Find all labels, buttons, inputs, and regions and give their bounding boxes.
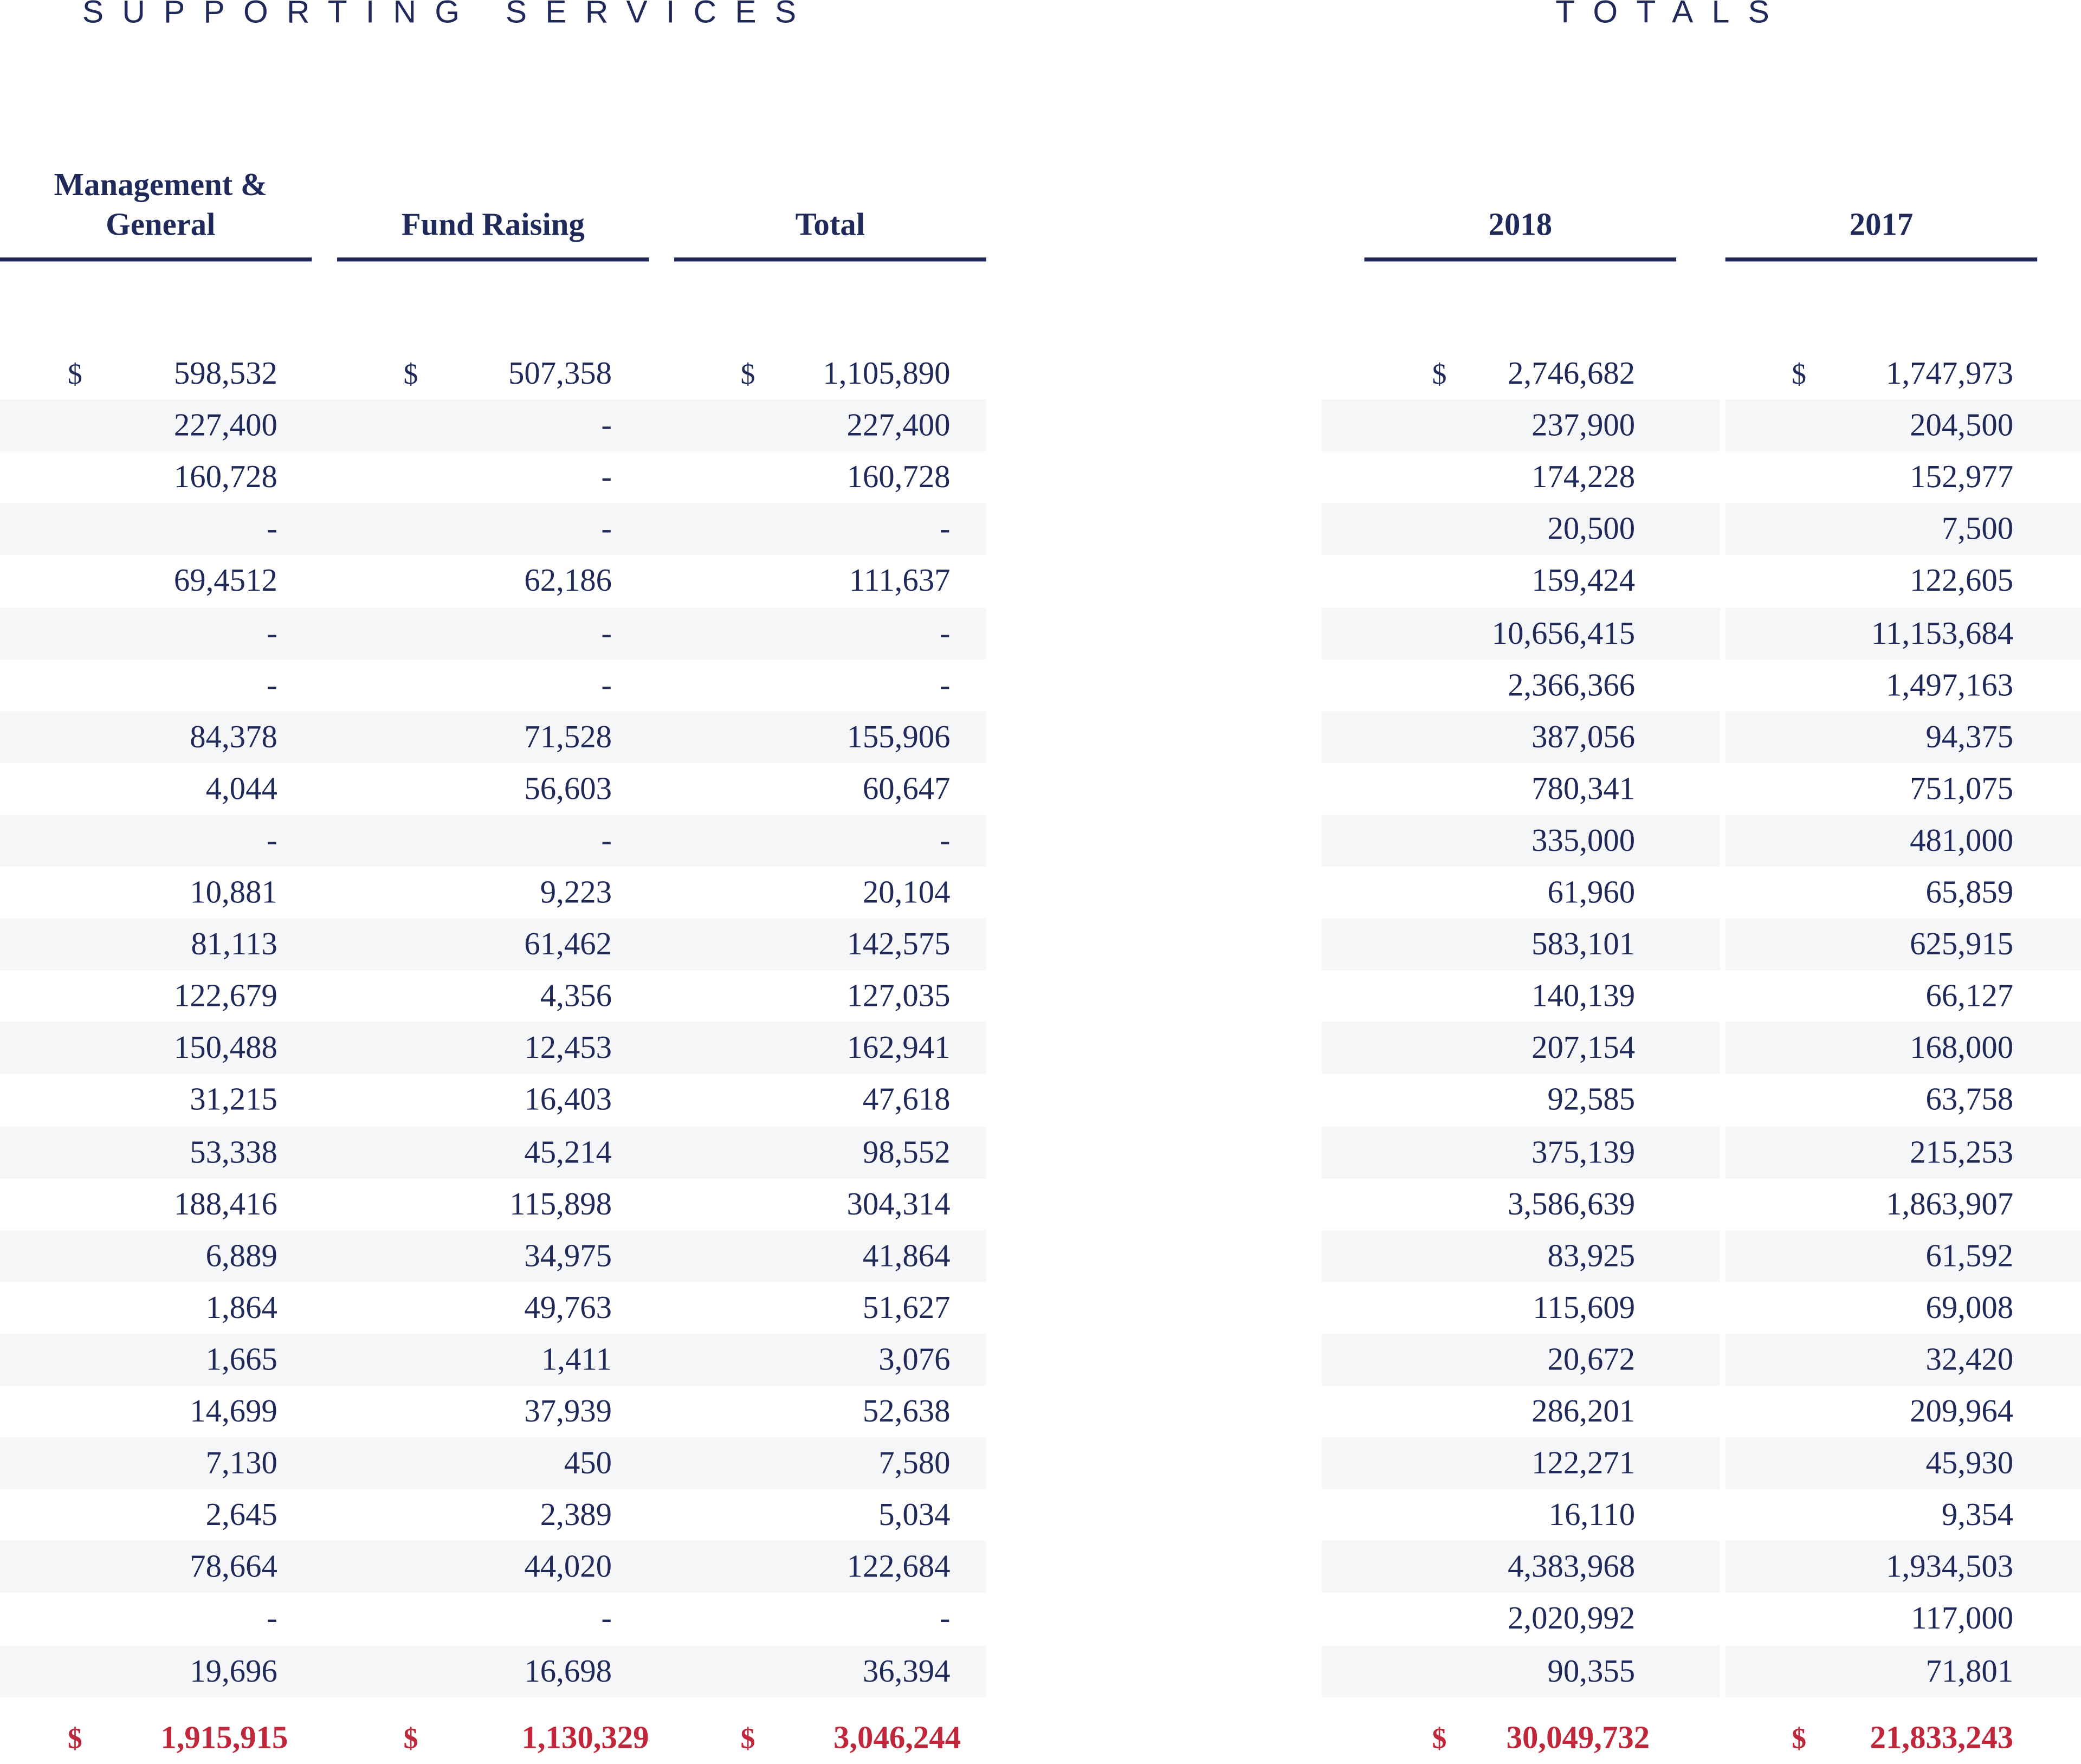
cell-fund-raising: 37,939	[524, 1394, 612, 1430]
row-stripe	[0, 1230, 986, 1282]
cell-fund-raising: 62,186	[524, 564, 612, 599]
cell-total-2018: 4,383,968	[1508, 1550, 1636, 1585]
cell-total-2017: 61,592	[1925, 1239, 2014, 1274]
cell-total-2018: 122,271	[1531, 1446, 1636, 1482]
cell-total-2018: 207,154	[1531, 1031, 1636, 1067]
cell-fund-raising: -	[601, 824, 612, 859]
cell-total-2018: 140,139	[1531, 979, 1636, 1015]
cell-supporting-total: 20,104	[862, 876, 951, 911]
cell-total-2017: 209,964	[1910, 1394, 2014, 1430]
cell-total-2018: 335,000	[1531, 824, 1636, 859]
cell-total-2017: 1,747,973	[1886, 357, 2014, 392]
cell-total-2017: 94,375	[1925, 720, 2014, 755]
cell-fund-raising: 16,403	[524, 1083, 612, 1119]
row-stripe	[1725, 399, 2081, 451]
cell-fund-raising: -	[601, 461, 612, 495]
cell-total-2017: 1,497,163	[1886, 668, 2014, 703]
cell-total-2017: 625,915	[1910, 928, 2014, 962]
cell-management-general: 78,664	[190, 1550, 277, 1585]
cell-total-2017: 32,420	[1925, 1343, 2014, 1378]
cell-fund-raising: 12,453	[524, 1031, 612, 1067]
column-header-rule	[674, 257, 986, 261]
cell-fund-raising: 34,975	[524, 1239, 612, 1274]
currency-symbol: $	[1432, 1721, 1447, 1755]
cell-total-2017: 168,000	[1910, 1031, 2014, 1067]
row-stripe	[1725, 1645, 2081, 1697]
grand-total-total-2017: 21,833,243	[1870, 1721, 2014, 1756]
cell-total-2018: 92,585	[1547, 1083, 1636, 1119]
cell-fund-raising: 71,528	[524, 720, 612, 755]
row-stripe	[1725, 1334, 2081, 1386]
cell-management-general: -	[267, 513, 277, 547]
cell-fund-raising: 2,389	[540, 1498, 612, 1534]
cell-supporting-total: 60,647	[862, 772, 951, 807]
cell-fund-raising: 45,214	[524, 1135, 612, 1170]
cell-fund-raising: -	[601, 513, 612, 547]
row-stripe	[1725, 1437, 2081, 1489]
column-header-management-general: Management & General	[54, 169, 268, 243]
currency-symbol: $	[67, 1721, 82, 1755]
cell-management-general: -	[267, 616, 277, 651]
row-stripe	[0, 503, 986, 555]
row-stripe	[0, 1126, 986, 1178]
cell-management-general: 598,532	[173, 357, 277, 392]
cell-supporting-total: 52,638	[862, 1394, 951, 1430]
column-header-total-2017: 2017	[1849, 208, 1914, 243]
currency-symbol: $	[1792, 1721, 1807, 1755]
cell-management-general: 1,864	[205, 1291, 277, 1326]
row-stripe	[0, 1437, 986, 1489]
row-stripe	[1725, 1230, 2081, 1282]
column-header-rule	[1725, 257, 2038, 261]
cell-fund-raising: 115,898	[509, 1187, 612, 1222]
cell-fund-raising: 1,411	[541, 1343, 612, 1378]
cell-supporting-total: 111,637	[849, 564, 951, 599]
cell-total-2018: 375,139	[1531, 1135, 1636, 1170]
cell-supporting-total: -	[939, 1602, 951, 1637]
cell-fund-raising: 4,356	[540, 979, 612, 1015]
cell-supporting-total: -	[939, 824, 951, 859]
row-stripe	[1725, 1126, 2081, 1178]
cell-management-general: 188,416	[173, 1187, 277, 1222]
row-stripe	[1322, 919, 1720, 971]
cell-management-general: 1,665	[205, 1343, 277, 1378]
cell-total-2018: 83,925	[1547, 1239, 1636, 1274]
cell-total-2018: 387,056	[1531, 720, 1636, 755]
cell-supporting-total: 227,400	[846, 409, 951, 444]
cell-fund-raising: -	[601, 668, 612, 703]
row-stripe	[0, 1645, 986, 1697]
cell-supporting-total: 142,575	[846, 928, 951, 962]
cell-management-general: 160,728	[173, 461, 277, 495]
totals-heading: TOTALS	[1555, 0, 1788, 31]
row-stripe	[0, 919, 986, 971]
currency-symbol: $	[1792, 357, 1807, 391]
cell-total-2018: 174,228	[1531, 461, 1636, 495]
cell-total-2018: 2,020,992	[1508, 1602, 1636, 1637]
cell-total-2017: 63,758	[1925, 1083, 2014, 1119]
currency-symbol: $	[740, 357, 755, 391]
cell-total-2017: 66,127	[1925, 979, 2014, 1015]
cell-management-general: 69,4512	[173, 564, 277, 599]
cell-supporting-total: 51,627	[862, 1291, 951, 1326]
row-stripe	[1322, 1126, 1720, 1178]
row-stripe	[1322, 1230, 1720, 1282]
cell-supporting-total: 162,941	[846, 1031, 951, 1067]
cell-management-general: 6,889	[205, 1239, 277, 1274]
cell-total-2017: 7,500	[1941, 513, 2014, 547]
cell-management-general: -	[267, 824, 277, 859]
cell-management-general: 150,488	[173, 1031, 277, 1067]
cell-total-2018: 3,586,639	[1508, 1187, 1636, 1222]
cell-management-general: 81,113	[191, 928, 277, 962]
column-header-fund-raising: Fund Raising	[401, 208, 585, 243]
column-header-rule	[1365, 257, 1677, 261]
grand-total-total-2018: 30,049,732	[1506, 1721, 1650, 1756]
cell-fund-raising: -	[601, 1602, 612, 1637]
row-stripe	[1322, 503, 1720, 555]
currency-symbol: $	[740, 1721, 755, 1755]
cell-total-2018: 10,656,415	[1491, 616, 1636, 651]
cell-fund-raising: 49,763	[524, 1291, 612, 1326]
row-stripe	[1725, 919, 2081, 971]
cell-fund-raising: -	[601, 616, 612, 651]
row-stripe	[1725, 1022, 2081, 1074]
cell-management-general: 4,044	[205, 772, 277, 807]
row-stripe	[1322, 1645, 1720, 1697]
cell-total-2017: 69,008	[1925, 1291, 2014, 1326]
currency-symbol: $	[67, 357, 82, 391]
row-stripe	[0, 607, 986, 659]
cell-supporting-total: 7,580	[878, 1446, 951, 1482]
row-stripe	[0, 1334, 986, 1386]
cell-supporting-total: 122,684	[846, 1550, 951, 1585]
cell-fund-raising: 507,358	[508, 357, 612, 392]
cell-fund-raising: 61,462	[524, 928, 612, 962]
cell-supporting-total: -	[939, 513, 951, 547]
row-stripe	[1322, 711, 1720, 763]
cell-supporting-total: 36,394	[862, 1654, 951, 1689]
cell-total-2018: 16,110	[1548, 1498, 1636, 1534]
row-stripe	[0, 711, 986, 763]
cell-supporting-total: 3,076	[878, 1343, 951, 1378]
cell-total-2017: 215,253	[1910, 1135, 2014, 1170]
cell-total-2018: 115,609	[1533, 1291, 1636, 1326]
column-header-supporting-total: Total	[795, 208, 865, 243]
cell-total-2018: 61,960	[1547, 876, 1636, 911]
cell-fund-raising: 44,020	[524, 1550, 612, 1585]
row-stripe	[1725, 711, 2081, 763]
cell-total-2017: 751,075	[1910, 772, 2014, 807]
grand-total-supporting-total: 3,046,244	[833, 1721, 961, 1756]
supporting-services-heading: SUPPORTING SERVICES	[82, 0, 815, 31]
cell-management-general: -	[267, 1602, 277, 1637]
cell-fund-raising: 9,223	[540, 876, 612, 911]
row-stripe	[0, 815, 986, 867]
cell-supporting-total: 155,906	[846, 720, 951, 755]
cell-fund-raising: 16,698	[524, 1654, 612, 1689]
cell-fund-raising: 450	[564, 1446, 612, 1482]
cell-total-2018: 237,900	[1531, 409, 1636, 444]
cell-total-2018: 286,201	[1531, 1394, 1636, 1430]
grand-total-fund-raising: 1,130,329	[521, 1721, 649, 1756]
row-stripe	[1322, 815, 1720, 867]
column-header-rule	[0, 257, 312, 261]
cell-total-2018: 159,424	[1531, 564, 1636, 599]
cell-supporting-total: 127,035	[846, 979, 951, 1015]
row-stripe	[1322, 1437, 1720, 1489]
cell-supporting-total: 1,105,890	[823, 357, 951, 392]
cell-total-2017: 481,000	[1910, 824, 2014, 859]
column-header-total-2018: 2018	[1488, 208, 1553, 243]
currency-symbol: $	[403, 1721, 418, 1755]
cell-total-2017: 71,801	[1925, 1654, 2014, 1689]
cell-total-2018: 90,355	[1547, 1654, 1636, 1689]
cell-total-2018: 20,500	[1547, 513, 1636, 547]
cell-total-2017: 11,153,684	[1871, 616, 2014, 651]
row-stripe	[1322, 1022, 1720, 1074]
currency-symbol: $	[1432, 357, 1447, 391]
cell-management-general: 227,400	[173, 409, 277, 444]
cell-supporting-total: 160,728	[846, 461, 951, 495]
cell-management-general: 10,881	[190, 876, 277, 911]
cell-total-2018: 20,672	[1547, 1343, 1636, 1378]
row-stripe	[1322, 399, 1720, 451]
cell-management-general: 2,645	[205, 1498, 277, 1534]
cell-total-2018: 780,341	[1531, 772, 1636, 807]
grand-total-management-general: 1,915,915	[160, 1721, 288, 1756]
row-stripe	[0, 1541, 986, 1593]
row-stripe	[1322, 1334, 1720, 1386]
cell-total-2017: 65,859	[1925, 876, 2014, 911]
cell-total-2017: 45,930	[1925, 1446, 2014, 1482]
cell-supporting-total: 98,552	[862, 1135, 951, 1170]
cell-management-general: 19,696	[190, 1654, 277, 1689]
cell-total-2018: 2,366,366	[1508, 668, 1636, 703]
row-stripe	[0, 399, 986, 451]
cell-supporting-total: 47,618	[862, 1083, 951, 1119]
cell-total-2018: 2,746,682	[1508, 357, 1636, 392]
cell-management-general: 122,679	[173, 979, 277, 1015]
cell-total-2018: 583,101	[1531, 928, 1636, 962]
cell-total-2017: 204,500	[1910, 409, 2014, 444]
cell-total-2017: 117,000	[1911, 1602, 2014, 1637]
cell-total-2017: 9,354	[1941, 1498, 2014, 1534]
cell-supporting-total: -	[939, 616, 951, 651]
cell-management-general: 53,338	[190, 1135, 277, 1170]
column-header-rule	[337, 257, 649, 261]
cell-supporting-total: 5,034	[878, 1498, 951, 1534]
cell-total-2017: 1,863,907	[1886, 1187, 2014, 1222]
currency-symbol: $	[403, 357, 418, 391]
cell-management-general: 31,215	[190, 1083, 277, 1119]
row-stripe	[1725, 815, 2081, 867]
cell-supporting-total: 304,314	[846, 1187, 951, 1222]
cell-management-general: 7,130	[205, 1446, 277, 1482]
cell-fund-raising: 56,603	[524, 772, 612, 807]
cell-management-general: -	[267, 668, 277, 703]
cell-management-general: 84,378	[190, 720, 277, 755]
row-stripe	[0, 1022, 986, 1074]
cell-fund-raising: -	[601, 409, 612, 444]
cell-total-2017: 1,934,503	[1886, 1550, 2014, 1585]
cell-supporting-total: -	[939, 668, 951, 703]
cell-supporting-total: 41,864	[862, 1239, 951, 1274]
row-stripe	[1725, 503, 2081, 555]
cell-total-2017: 152,977	[1910, 461, 2014, 495]
cell-total-2017: 122,605	[1910, 564, 2014, 599]
cell-management-general: 14,699	[190, 1394, 277, 1430]
